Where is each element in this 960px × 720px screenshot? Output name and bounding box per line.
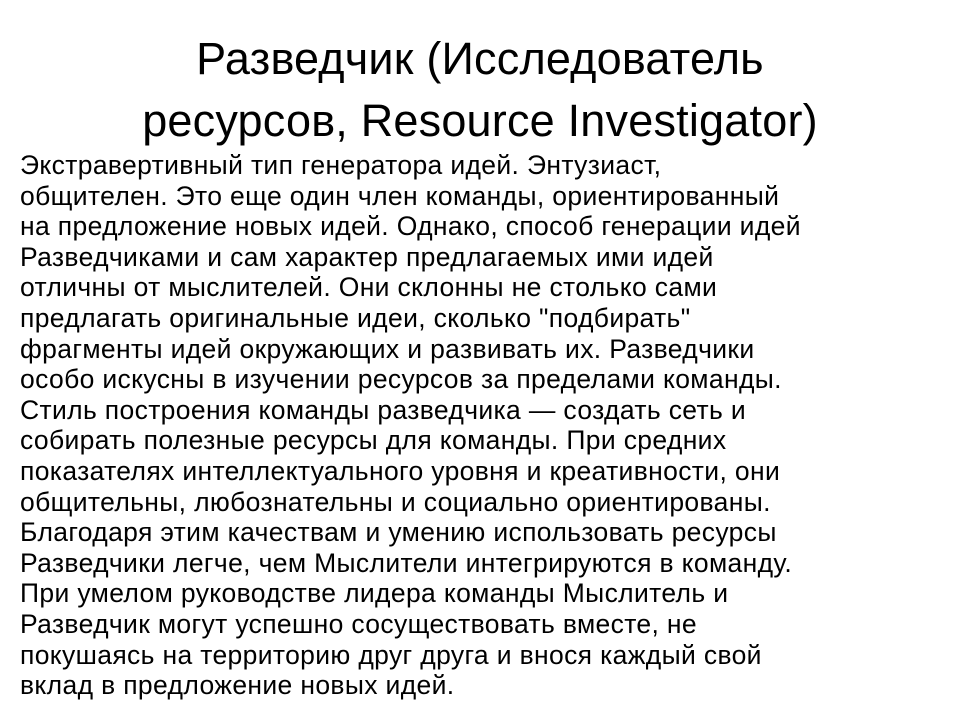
body-line: покушаясь на территорию друг друга и внося каждый свой [20,639,762,670]
body-line: Разведчики легче, чем Мыслители интегрируются в команду. [20,547,793,578]
body-line: отличны от мыслителей. Они склонны не столько сами [20,272,718,303]
slide-title-line-2: ресурсов, Resource Investigator) [142,95,818,146]
slide-title-line-1: Разведчик (Исследователь [196,33,764,84]
body-line: предлагать оригинальные идеи, сколько "подбирать" [20,302,691,333]
body-line: Экстравертивный тип генератора идей. Энтузиаст, [20,150,662,180]
body-line: общительны, любознательны и социально ориентированы. [20,486,771,517]
body-line: собирать полезные ресурсы для команды. При средних [20,425,727,456]
body-line: фрагменты идей окружающих и развивать их. Разведчики [20,333,755,364]
body-line: При умелом руководстве лидера команды Мыслитель и [20,578,729,609]
body-line: показателях интеллектуального уровня и креативности, они [20,455,781,486]
slide-body-text [20,150,950,701]
body-line: на предложение новых идей. Однако, способ генерации идей [20,211,801,242]
slide-title [40,28,920,152]
body-line: Разведчиками и сам характер предлагаемых ими идей [20,241,714,272]
body-line: вклад в предложение новых идей. [20,670,455,701]
body-line: Разведчик могут успешно сосуществовать вместе, не [20,608,697,639]
body-line: Благодаря этим качествам и умению использовать ресурсы [20,517,777,548]
body-line: Стиль построения команды разведчика — создать сеть и [20,394,747,425]
body-line: особо искусны в изучении ресурсов за пределами команды. [20,364,782,395]
body-line: общителен. Это еще один член команды, ориентированный [20,180,780,211]
